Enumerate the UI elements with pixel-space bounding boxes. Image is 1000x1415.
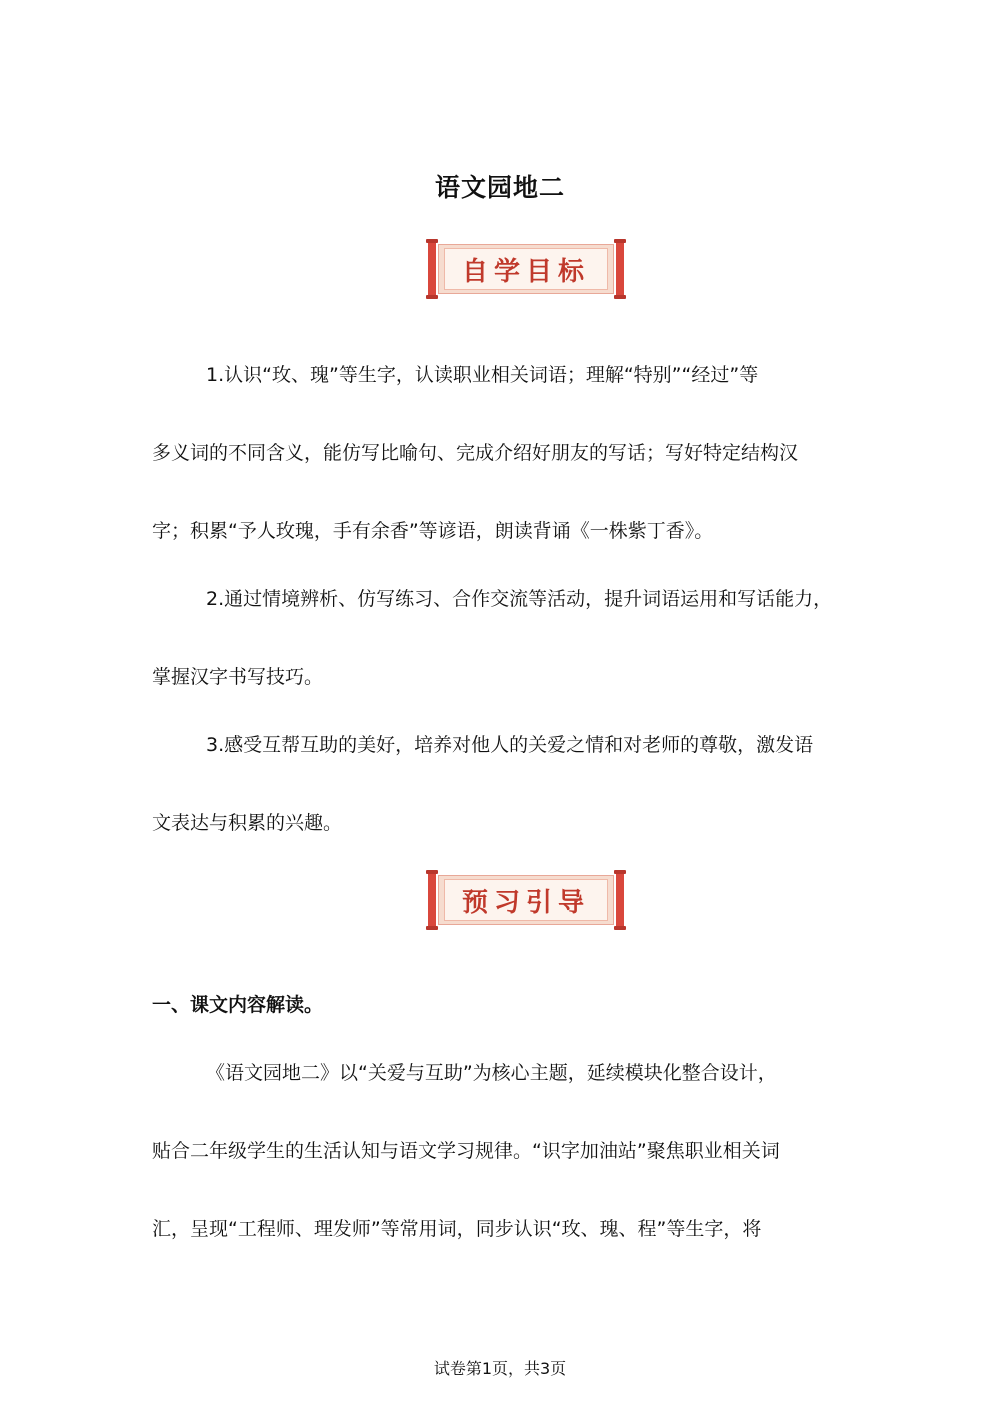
- page-title: 语文园地二: [434, 173, 565, 202]
- text-line: 3.感受互帮互助的美好，培养对他人的关爱之情和对老师的尊敬，激发语: [206, 734, 814, 756]
- page-footer: 试卷第1页，共3页: [433, 1359, 567, 1378]
- text-line: 《语文园地二》以“关爱与互助”为核心主题，延续模块化整合设计，: [206, 1062, 777, 1084]
- text-line: 汇，呈现“工程师、理发师”等常用词，同步认识“玫、瑰、程”等生字，将: [152, 1218, 762, 1240]
- banner-preview-guide: [428, 871, 624, 929]
- text-line: 2.通过情境辨析、仿写练习、合作交流等活动，提升词语运用和写话能力，: [206, 588, 833, 610]
- text-line: 1.认识“玫、瑰”等生字，认读职业相关词语；理解“特别”“经过”等: [206, 364, 759, 386]
- text-line: 字；积累“予人玫瑰，手有余香”等谚语，朗读背诵《一株紫丁香》。: [152, 520, 714, 542]
- banner-label: 自学目标: [444, 248, 608, 290]
- scroll-rod-left: [428, 871, 436, 929]
- text-line: 掌握汉字书写技巧。: [152, 666, 324, 688]
- section-heading: 一、课文内容解读。: [152, 994, 324, 1016]
- scroll-rod-right: [616, 871, 624, 929]
- scroll-rod-right: [616, 240, 624, 298]
- text-line: 多义词的不同含义，能仿写比喻句、完成介绍好朋友的写话；写好特定结构汉: [152, 442, 799, 464]
- banner-label: 预习引导: [444, 879, 608, 921]
- banner-self-study-goals: [428, 240, 624, 298]
- scroll-rod-left: [428, 240, 436, 298]
- text-line: 贴合二年级学生的生活认知与语文学习规律。“识字加油站”聚焦职业相关词: [152, 1140, 780, 1162]
- text-line: 文表达与积累的兴趣。: [152, 812, 343, 834]
